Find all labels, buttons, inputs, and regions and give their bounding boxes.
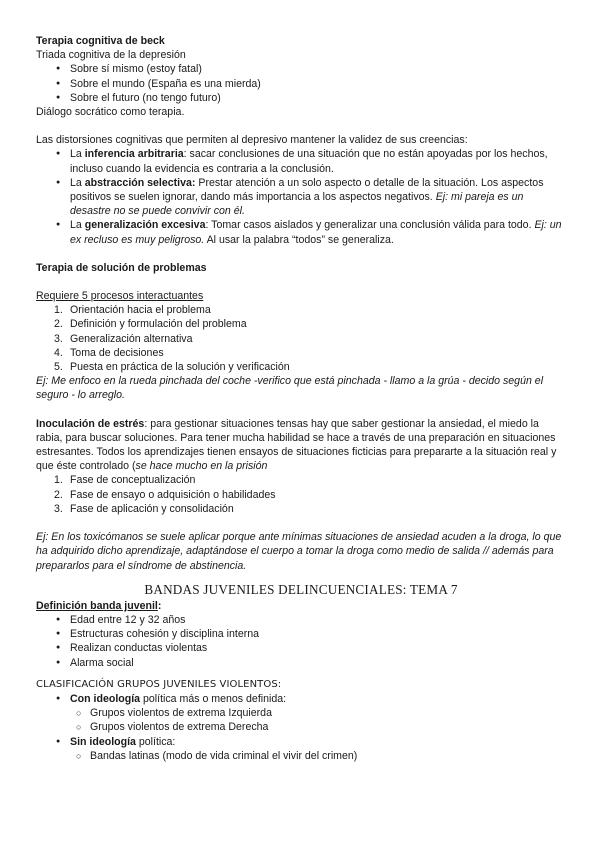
phase-number: 1.	[54, 474, 63, 487]
list-item: ● Sobre el mundo (España es una mierda)	[36, 77, 566, 91]
step-text: Puesta en práctica de la solución y verificación	[70, 361, 290, 374]
problem-solving-example: Ej: Me enfoco en la rueda pinchada del coche -verifico que está pinchada - llamo a la grúa - decido según el seguro - lo arreglo.	[36, 375, 544, 402]
example-text: Ej: un ex recluso es muy peligroso.	[70, 219, 562, 246]
term-selective-abstraction: abstracción selectiva:	[84, 176, 196, 189]
without-ideology-term: Sin ideología	[70, 735, 136, 748]
distortion-arbitrary-inference	[36, 147, 566, 175]
stress-inoculation-paragraph	[36, 417, 566, 474]
distortions-list	[36, 147, 566, 246]
document-page	[36, 34, 566, 763]
list-item	[36, 488, 566, 502]
item-prefix: La	[70, 176, 85, 189]
phase-number: 3.	[54, 502, 63, 515]
problem-solving-subtitle: Requiere 5 procesos interactuantes	[36, 290, 204, 303]
list-item: ● Edad entre 12 y 32 años	[36, 613, 566, 627]
with-ideology-term: Con ideología	[70, 692, 141, 705]
without-ideology-text: política:	[135, 735, 176, 748]
term-arbitrary-inference: inferencia arbitraria	[84, 148, 184, 161]
gangs-section-title: BANDAS JUVENILES DELINCUENCIALES: TEMA 7	[144, 581, 458, 597]
triad-list	[36, 62, 566, 105]
item-text: : Tomar casos aislados y generalizar una conclusión válida para todo.	[205, 219, 535, 232]
list-item	[36, 332, 566, 346]
stress-italic-note: se hace mucho en la prisión	[135, 460, 268, 473]
problem-solving-heading: Terapia de solución de problemas	[36, 261, 207, 274]
with-ideology-text: política más o menos definida:	[140, 692, 287, 705]
list-item	[36, 502, 566, 516]
step-number: 2.	[54, 318, 63, 331]
triad-intro: Triada cognitiva de la depresión	[36, 49, 186, 62]
without-ideology-item	[36, 735, 566, 763]
phase-text: Fase de conceptualización	[70, 474, 196, 487]
list-item	[36, 317, 566, 331]
list-item	[36, 473, 566, 487]
without-ideology-groups	[36, 749, 566, 763]
step-text: Generalización alternativa	[70, 332, 193, 345]
step-text: Orientación hacia el problema	[70, 304, 211, 317]
list-item	[36, 346, 566, 360]
list-item: ○ Bandas latinas (modo de vida criminal el vivir del crimen)	[36, 749, 566, 763]
classification-heading: CLASIFICACIÓN GRUPOS JUVENILES VIOLENTOS:	[36, 678, 282, 690]
phase-text: Fase de aplicación y consolidación	[70, 502, 234, 515]
phase-number: 2.	[54, 488, 63, 501]
list-item: ● Sobre sí mismo (estoy fatal)	[36, 62, 566, 76]
gang-traits-list	[36, 613, 566, 670]
item-text: : sacar conclusiones de una situación que no están apoyadas por los hechos, incluso cuando la evidencia es contraria a la conclusión.	[70, 148, 548, 175]
stress-phases	[36, 473, 566, 516]
distortions-intro: Las distorsiones cognitivas que permiten al depresivo mantener la validez de sus creencias:	[36, 134, 468, 147]
with-ideology-item	[36, 692, 566, 735]
step-number: 4.	[54, 346, 63, 359]
step-number: 3.	[54, 332, 63, 345]
list-item	[36, 360, 566, 374]
list-item: ○ Grupos violentos de extrema Derecha	[36, 720, 566, 734]
socratic-dialogue-line: Diálogo socrático como terapia.	[36, 106, 185, 119]
stress-example: Ej: En los toxicómanos se suele aplicar porque ante mínimas situaciones de ansiedad acuden a la droga, lo que ha adquirido dicho aprendizaje, adaptándose el cuerpo a tomar la droga como medio de salida // además para prepararlos para el síndrome de abstinencia.	[36, 531, 562, 572]
item-after-text: Al usar la palabra “todos” se generaliza.	[204, 233, 394, 246]
definition-colon: :	[157, 599, 162, 612]
step-text: Definición y formulación del problema	[70, 318, 247, 331]
phase-text: Fase de ensayo o adquisición o habilidades	[70, 488, 276, 501]
step-number: 1.	[54, 304, 63, 317]
step-text: Toma de decisiones	[70, 346, 164, 359]
term-overgeneralization: generalización excesiva	[84, 219, 206, 232]
distortion-overgeneralization	[36, 218, 566, 246]
gang-definition-title: Definición banda juvenil	[36, 599, 158, 612]
example-text: Ej: mi pareja es un desastre no se puede convivir con él.	[70, 191, 524, 218]
beck-heading: Terapia cognitiva de beck	[36, 35, 165, 47]
item-prefix: La	[70, 219, 85, 232]
list-item	[36, 303, 566, 317]
stress-text: : para gestionar situaciones tensas hay que saber gestionar la ansiedad, el miedo la rabia, para buscar soluciones. Para tener mucha habilidad se hace a través de una preparación en situaciones estresantes. Todos los aprendizajes tienen ensayos de situaciones ficticias para prepararte a la situación real y que éste controlado (	[36, 417, 557, 473]
item-prefix: La	[70, 148, 85, 161]
list-item: ● Alarma social	[36, 656, 566, 670]
gang-definition-heading	[36, 599, 566, 613]
distortion-selective-abstraction	[36, 176, 566, 219]
classification-list	[36, 692, 566, 763]
with-ideology-groups	[36, 706, 566, 734]
list-item: ● Realizan conductas violentas	[36, 641, 566, 655]
list-item: ○ Grupos violentos de extrema Izquierda	[36, 706, 566, 720]
list-item: ● Sobre el futuro (no tengo futuro)	[36, 91, 566, 105]
problem-solving-steps	[36, 303, 566, 374]
term-stress-inoculation: Inoculación de estrés	[36, 417, 145, 430]
step-number: 5.	[54, 361, 63, 374]
item-text: Prestar atención a un solo aspecto o detalle de la situación. Los aspectos positivos se suelen ignorar, dando más importancia a los aspectos negativos.	[70, 176, 544, 204]
list-item: ● Estructuras cohesión y disciplina interna	[36, 627, 566, 641]
